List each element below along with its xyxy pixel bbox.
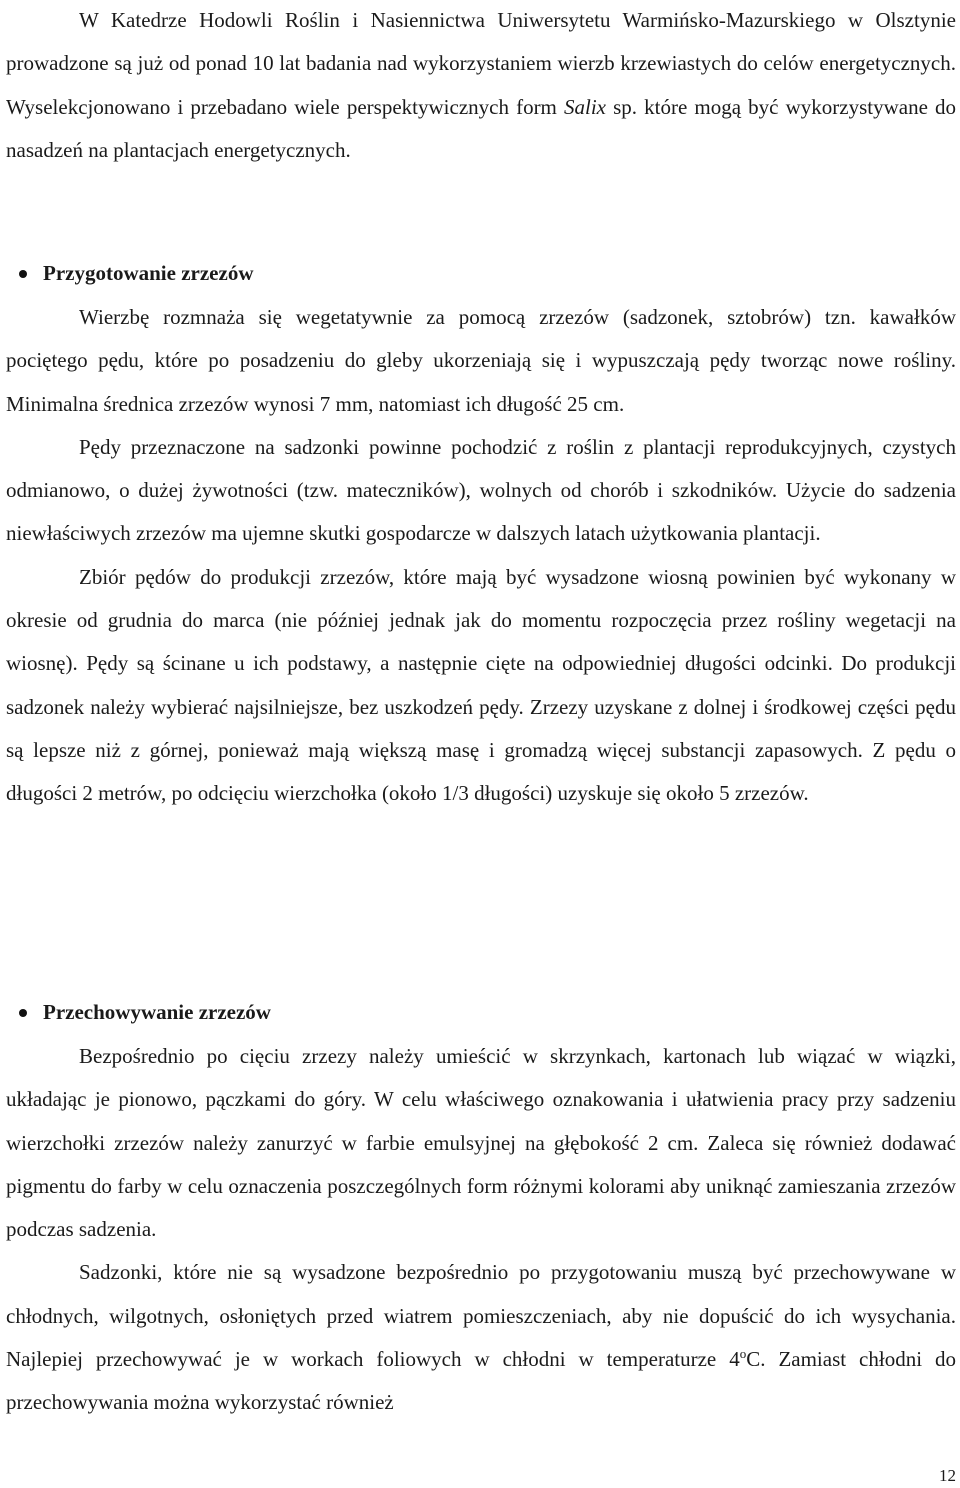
intro-text-end: sp. które mogą być wykorzystywane do nasadzeń na plantacjach energetycznych.: [6, 94, 956, 162]
intro-text-start: W Katedrze Hodowli Roślin i Nasiennictwa Uniwersytetu Warmińsko-Mazurskiego w Olsztynie prowadzone są już od ponad 10 lat badania nad wykorzystaniem wierzb krzewiastych do celów energetycznych. Wyselekcjonowano i przebadano wiele perspektywicznych form: [6, 8, 956, 119]
paragraph: Wierzbę rozmnaża się wegetatywnie za pomocą zrzezów (sadzonek, sztobrów) tzn. kawałków pociętego pędu, które po posadzeniu do gleby ukorzeniają się i wypuszczają pędy tworząc nowe rośliny. Minimalna średnica zrzezów wynosi 7 mm, natomiast ich długość 25 cm.: [6, 305, 956, 416]
section-preparation: [6, 252, 956, 816]
section-storage: [6, 991, 956, 1425]
bullet-icon: [19, 270, 27, 278]
bullet-icon: [19, 1009, 27, 1017]
section-heading-row: [6, 991, 956, 1034]
page-number: 12: [939, 1466, 956, 1485]
paragraph: Zbiór pędów do produkcji zrzezów, które mają być wysadzone wiosną powinien być wykonany w okresie od grudnia do marca (nie później jednak jak do momentu rozpoczęcia przez rośliny wegetacji na wiosnę). Pędy są ścinane u ich podstawy, a następnie cięte na odpowiedniej długości odcinki. Do produkcji sadzonek należy wybierać najsilniejsze, bez uszkodzeń pędy. Zrzezy uzyskane z dolnej i środkowej części pędu są lepsze niż z górnej, ponieważ mają większą masę i gromadzą więcej substancji zapasowych. Z pędu o długości 2 metrów, po odcięciu wierzchołka (około 1/3 długości) uzyskuje się około 5 zrzezów.: [6, 564, 956, 806]
section-body: [6, 1035, 956, 1425]
section-body: [6, 296, 956, 816]
intro-paragraph: [6, 0, 956, 172]
section-heading: Przechowywanie zrzezów: [43, 1000, 271, 1024]
paragraph: [6, 1251, 956, 1424]
intro-italic-genus: Salix: [564, 94, 607, 119]
section-heading: Przygotowanie zrzezów: [43, 261, 254, 285]
paragraph: Pędy przeznaczone na sadzonki powinne pochodzić z roślin z plantacji reprodukcyjnych, czystych odmianowo, o dużej żywotności (tzw. mateczników), wolnych od chorób i szkodników. Użycie do sadzenia niewłaściwych zrzezów ma ujemne skutki gospodarcze w dalszych latach użytkowania plantacji.: [6, 434, 956, 546]
document-page: [6, 0, 956, 1488]
paragraph: Bezpośrednio po cięciu zrzezy należy umieścić w skrzynkach, kartonach lub wiązać w wiązki, układając je pionowo, pączkami do góry. W celu właściwego oznakowania i ułatwienia pracy przy sadzeniu wierzchołki zrzezów należy zanurzyć w farbie emulsyjnej na głębokość 2 cm. Zaleca się również dodawać pigmentu do farby w celu oznaczenia poszczególnych form różnymi kolorami aby uniknąć zamieszania zrzezów podczas sadzenia.: [6, 1044, 956, 1242]
paragraph-text-end: C. Zamiast chłodni do przechowywania można wykorzystać również: [6, 1347, 956, 1415]
section-heading-row: [6, 252, 956, 295]
degree-superscript: o: [739, 1346, 747, 1362]
paragraph-text-start: Sadzonki, które nie są wysadzone bezpośrednio po przygotowaniu muszą być przechowywane w chłodnych, wilgotnych, osłoniętych przed wiatrem pomieszczeniach, aby nie dopuścić do ich wysychania. Najlepiej przechowywać je w workach foliowych w chłodni w temperaturze 4: [6, 1260, 956, 1372]
